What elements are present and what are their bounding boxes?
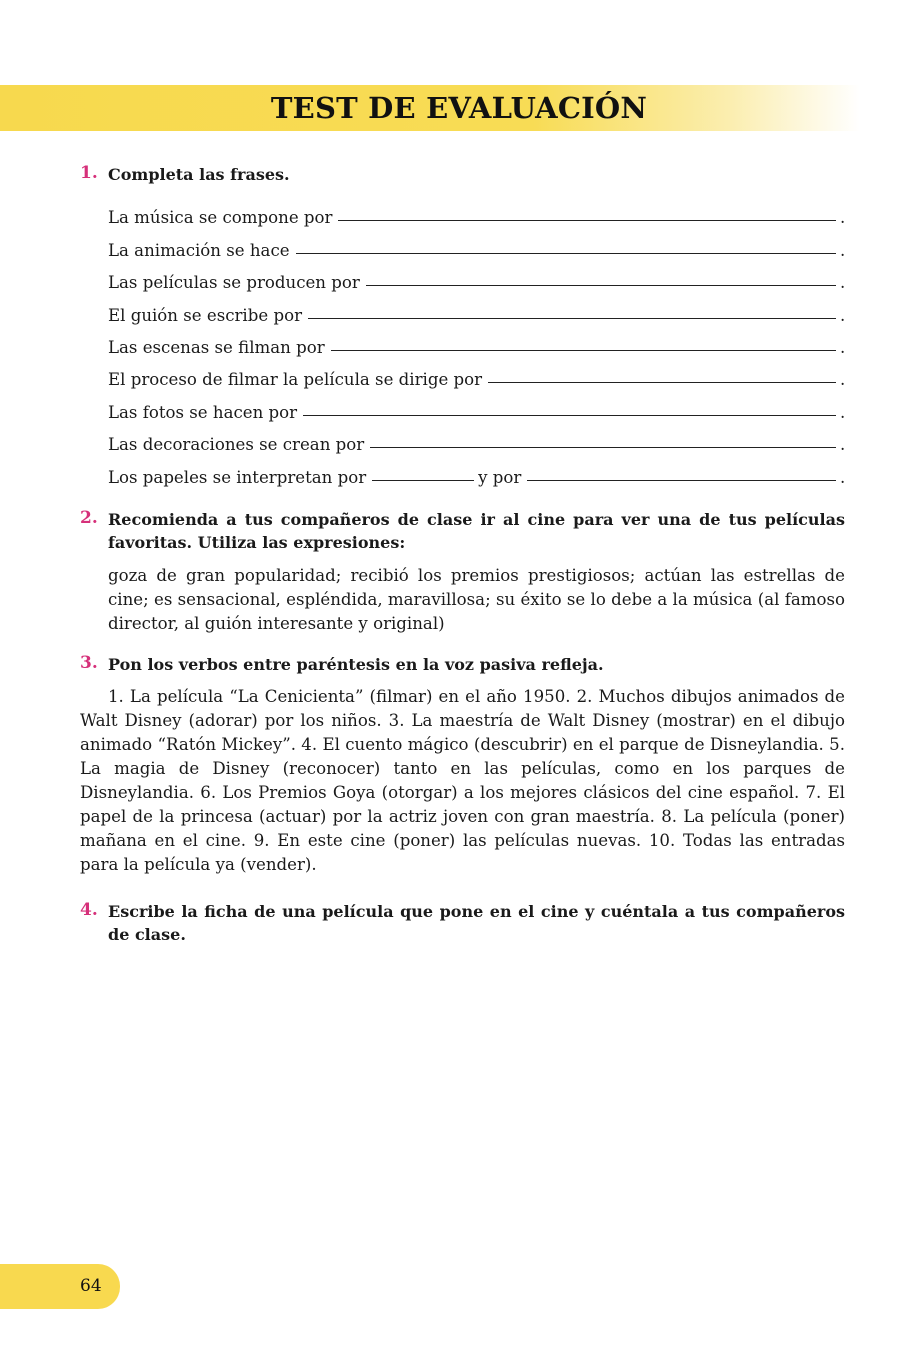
page-number-tab bbox=[0, 1264, 120, 1309]
exercise-number: 1. bbox=[80, 163, 98, 183]
answer-blank[interactable] bbox=[296, 253, 836, 254]
fill-in-lines bbox=[108, 195, 845, 487]
exercise-instruction: Recomienda a tus compañeros de clase ir al cine para ver una de tus películas favoritas. Utiliza las expresiones: bbox=[108, 510, 845, 552]
exercise-3 bbox=[80, 653, 845, 877]
sentence-end: . bbox=[840, 208, 846, 228]
answer-blank[interactable] bbox=[370, 447, 836, 448]
fill-line bbox=[108, 325, 845, 357]
answer-blank[interactable] bbox=[338, 220, 836, 221]
sentence-end: . bbox=[840, 240, 846, 260]
exercise-instruction: Escribe la ficha de una película que pone en el cine y cuéntala a tus compañeros de clase. bbox=[108, 902, 845, 944]
fill-line bbox=[108, 389, 845, 421]
answer-blank[interactable] bbox=[372, 480, 474, 481]
exercise-number: 3. bbox=[80, 653, 98, 673]
sentence-end: . bbox=[840, 273, 846, 293]
exercise-sentences: 1. La película “La Cenicienta” (filmar) en el año 1950. 2. Muchos dibujos animados de Walt Disney (adorar) por los niños. 3. La maestría de Walt Disney (mostrar) en el dibujo animado “Ratón Mickey”. 4. El cuento mágico (descubrir) en el parque de Disneylandia. 5. La magia de Disney (reconocer) tanto en las películas, como en los parques de Disneylandia. 6. Los Premios Goya (otorgar) a los mejores clásicos del cine español. 7. El papel de la princesa (actuar) por la actriz joven con gran maestría. 8. La película (poner) mañana en el cine. 9. En este cine (poner) las películas nuevas. 10. Todas las entradas para la película ya (vender). bbox=[80, 687, 845, 874]
exercise-1 bbox=[80, 163, 845, 487]
exercise-number: 2. bbox=[80, 508, 98, 528]
fill-line bbox=[108, 227, 845, 259]
answer-blank[interactable] bbox=[527, 480, 836, 481]
fill-line bbox=[108, 454, 845, 486]
fill-line bbox=[108, 260, 845, 292]
exercise-instruction: Completa las frases. bbox=[108, 165, 290, 184]
sentence-end: . bbox=[840, 370, 846, 390]
sentence-end: . bbox=[840, 402, 846, 422]
expressions-list: goza de gran popularidad; recibió los premios prestigiosos; actúan las estrellas de cine; es sensacional, espléndida, maravillosa; su éxito se lo debe a la música (al famoso director, al guión interesante y original) bbox=[108, 566, 845, 633]
sentence-start: El guión se escribe por bbox=[108, 305, 303, 325]
exercise-number: 4. bbox=[80, 900, 98, 920]
exercise-instruction: Pon los verbos entre paréntesis en la voz pasiva refleja. bbox=[108, 655, 604, 674]
sentence-start: La música se compone por bbox=[108, 208, 333, 228]
sentence-start: Las películas se producen por bbox=[108, 273, 360, 293]
exercise-4 bbox=[80, 900, 845, 946]
exercise-2 bbox=[80, 508, 845, 636]
answer-blank[interactable] bbox=[308, 318, 836, 319]
page-title: TEST DE EVALUACIÓN bbox=[270, 91, 648, 125]
fill-line bbox=[108, 292, 845, 324]
fill-line bbox=[108, 357, 845, 389]
answer-blank[interactable] bbox=[331, 350, 836, 351]
sentence-start: La animación se hace bbox=[108, 240, 290, 260]
fill-line bbox=[108, 195, 845, 227]
sentence-start: Las fotos se hacen por bbox=[108, 402, 298, 422]
sentence-end: . bbox=[840, 337, 846, 357]
sentence-end: . bbox=[840, 305, 846, 325]
sentence-end: . bbox=[840, 435, 846, 455]
sentence-start: Los papeles se interpretan por bbox=[108, 467, 367, 487]
fill-line bbox=[108, 422, 845, 454]
answer-blank[interactable] bbox=[366, 285, 836, 286]
answer-blank[interactable] bbox=[303, 415, 836, 416]
sentence-start: Las escenas se filman por bbox=[108, 337, 325, 357]
sentence-end: . bbox=[840, 467, 846, 487]
sentence-start: Las decoraciones se crean por bbox=[108, 435, 365, 455]
sentence-middle: y por bbox=[478, 467, 522, 487]
sentence-start: El proceso de filmar la película se dirige por bbox=[108, 370, 483, 390]
page-number: 64 bbox=[80, 1276, 102, 1296]
answer-blank[interactable] bbox=[488, 382, 836, 383]
